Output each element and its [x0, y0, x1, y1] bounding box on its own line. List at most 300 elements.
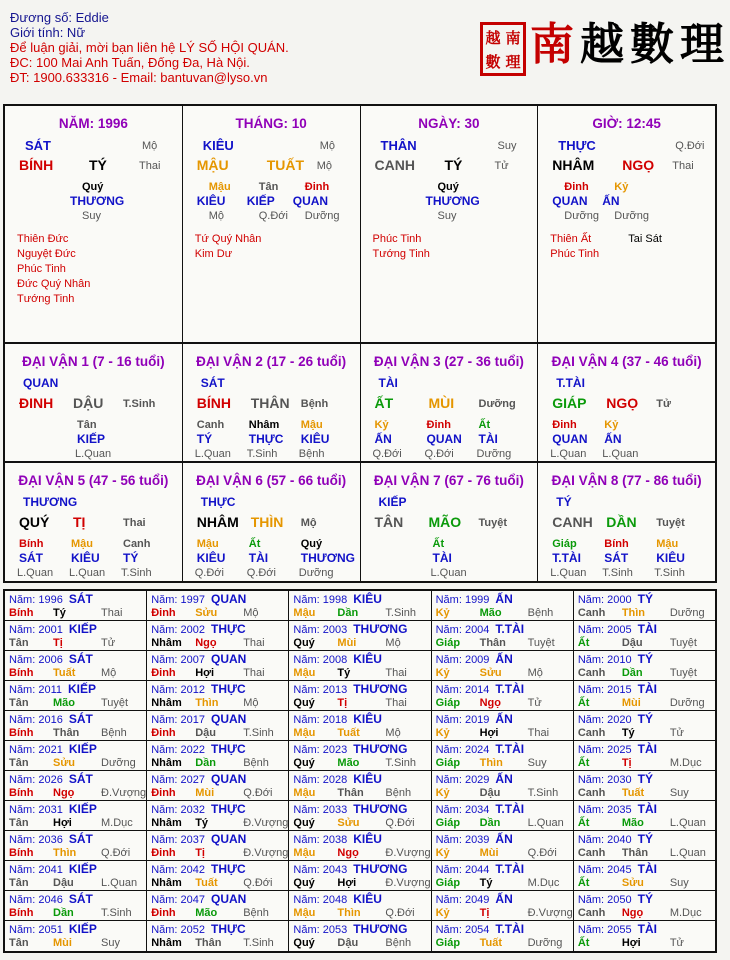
daivan-hidden-can: Ất	[248, 538, 261, 550]
year-god: THỰC	[211, 862, 246, 876]
pillar-god-stage: Suy	[497, 140, 517, 152]
pillar-god: THÂN	[380, 138, 417, 153]
year-chi: Thìn	[621, 607, 646, 619]
pillar-god: KIÊU	[202, 138, 234, 153]
pillar-god-stage: Mộ	[142, 140, 158, 152]
year-cell	[147, 891, 289, 920]
year-pillar	[151, 637, 287, 650]
year-can: Mậu	[293, 907, 316, 919]
year-can: Ất	[577, 637, 590, 649]
year-label: Năm: 2033	[293, 804, 348, 816]
year-can: Tân	[9, 757, 29, 769]
year-stage: Bệnh	[101, 727, 127, 739]
daivan-hidden-can: Canh	[196, 419, 225, 431]
year-head	[436, 683, 524, 697]
pillar-god-stage: Mộ	[319, 140, 336, 152]
year-chi: Thân	[195, 937, 222, 949]
year-head	[293, 893, 381, 907]
daivan-hidden-can: Mậu	[656, 538, 679, 550]
year-label: Năm: 2009	[435, 654, 490, 666]
year-chi: Ngọ	[621, 907, 644, 919]
year-can: Mậu	[293, 667, 316, 679]
year-chi: Tị	[195, 847, 205, 859]
daivan-title: ĐẠI VẬN 2 (17 - 26 tuổi)	[196, 354, 347, 369]
chart-grid	[3, 104, 717, 583]
daivan-can: ẤT	[374, 395, 394, 411]
year-pillar	[436, 727, 572, 740]
year-pillar	[436, 787, 572, 800]
year-cell	[432, 681, 574, 710]
year-head	[436, 653, 513, 667]
year-stage: Bệnh	[385, 937, 412, 949]
year-god: TÝ	[637, 712, 653, 726]
year-label: Năm: 2045	[577, 864, 632, 876]
year-head	[436, 623, 524, 637]
year-label: Năm: 2020	[577, 714, 632, 726]
year-pillar	[578, 667, 714, 680]
year-cell	[289, 801, 431, 830]
year-god: ẤN	[495, 832, 513, 846]
year-head	[151, 833, 246, 847]
year-head	[293, 593, 381, 607]
year-chi: Tý	[195, 817, 209, 829]
year-head	[151, 773, 246, 787]
year-god: TÀI	[637, 862, 657, 876]
daivan-god: THƯƠNG	[23, 495, 78, 509]
daivan-hidden-can: Ất	[432, 538, 445, 550]
year-can: Nhâm	[151, 637, 182, 649]
year-god: TÀI	[637, 922, 657, 936]
year-head	[9, 743, 97, 757]
year-can: Nhâm	[151, 937, 182, 949]
year-head	[293, 623, 407, 637]
year-head	[293, 653, 381, 667]
year-god: KIÊU	[353, 712, 382, 726]
daivan-chi: DẦN	[606, 514, 637, 530]
year-can: Bính	[9, 667, 34, 679]
daivan-hidden-stage: L.Quan	[602, 448, 639, 460]
hidden-stage: Dưỡng	[614, 210, 650, 222]
year-chi: Thìn	[195, 697, 219, 709]
year-chi: Dần	[53, 907, 74, 919]
year-can: Giáp	[435, 877, 461, 889]
year-cell	[289, 711, 431, 740]
year-cell	[574, 621, 715, 650]
daivan-hidden-can: Tân	[77, 419, 97, 431]
year-cell	[432, 711, 574, 740]
year-row	[5, 741, 715, 771]
year-label: Năm: 2050	[577, 894, 632, 906]
year-can: Canh	[577, 847, 606, 859]
year-stage: T.Sinh	[243, 727, 274, 739]
daivan-hidden-can: Canh	[123, 538, 151, 550]
year-can: Đinh	[151, 727, 176, 739]
daivan-hidden-god: KIẾP	[77, 432, 106, 446]
year-cell	[432, 921, 574, 951]
daivan-hidden-can: Ất	[478, 419, 491, 431]
year-head	[578, 923, 657, 937]
year-pillar	[578, 937, 714, 950]
year-cell	[432, 771, 574, 800]
year-cell	[289, 651, 431, 680]
year-can: Mậu	[293, 847, 316, 859]
year-label: Năm: 2024	[435, 744, 490, 756]
year-god: THỰC	[211, 622, 246, 636]
year-god: KIẾP	[68, 862, 97, 876]
year-row	[5, 651, 715, 681]
year-god: THƯƠNG	[353, 742, 408, 756]
year-pillar	[151, 757, 287, 770]
year-label: Năm: 2025	[577, 744, 632, 756]
year-chi: Mùi	[479, 847, 499, 859]
year-pillar	[578, 847, 714, 860]
year-pillar	[293, 667, 429, 680]
star-item: Phúc Tinh	[550, 248, 600, 260]
daivan-hidden-god: THƯƠNG	[300, 551, 355, 565]
year-chi: Tý	[621, 727, 635, 739]
year-label: Năm: 2027	[151, 774, 206, 786]
hidden-stage: Dưỡng	[564, 210, 600, 222]
year-can: Đinh	[151, 847, 176, 859]
year-pillar	[578, 817, 714, 830]
year-label: Năm: 2055	[577, 924, 632, 936]
pillar-can: NHÂM	[552, 157, 595, 173]
year-pillar	[436, 637, 572, 650]
year-head	[151, 653, 246, 667]
pillar-god: THỰC	[558, 138, 596, 153]
pillar-can: BÍNH	[19, 157, 54, 173]
daivan-hidden-stage: T.Sinh	[121, 567, 152, 579]
year-label: Năm: 2053	[293, 924, 348, 936]
year-head	[9, 803, 97, 817]
year-god: QUAN	[211, 592, 247, 606]
year-can: Giáp	[435, 937, 461, 949]
year-pillar	[151, 937, 287, 950]
year-head	[151, 623, 245, 637]
year-stage: Đ.Vượng	[101, 787, 147, 799]
year-god: THƯƠNG	[353, 682, 408, 696]
year-can: Bính	[9, 607, 34, 619]
year-cell	[574, 771, 715, 800]
daivan-row-2	[5, 463, 715, 581]
daivan-4	[538, 344, 715, 461]
daivan-hidden-can: Mậu	[196, 538, 219, 550]
year-stage: Tử	[669, 937, 684, 949]
year-pillar	[9, 817, 145, 830]
year-head	[578, 863, 657, 877]
year-cell	[574, 921, 715, 951]
year-label: Năm: 1996	[9, 594, 63, 606]
year-row	[5, 861, 715, 891]
year-stage: L.Quan	[669, 847, 706, 859]
year-pillar	[293, 877, 429, 890]
year-god: THƯƠNG	[353, 862, 408, 876]
year-pillar	[9, 757, 145, 770]
year-stage: Thai	[101, 607, 123, 619]
year-god: THƯƠNG	[353, 922, 408, 936]
year-god: ẤN	[495, 592, 513, 606]
year-chi: Thân	[479, 637, 506, 649]
red-seal-icon: 越 南 數 理	[480, 22, 526, 76]
year-chi: Mùi	[337, 637, 357, 649]
year-god: SÁT	[68, 892, 93, 906]
year-head	[578, 803, 657, 817]
year-head	[9, 713, 93, 727]
year-pillar	[9, 697, 145, 710]
year-pillar	[151, 847, 287, 860]
daivan-hidden-god: THỰC	[248, 432, 284, 446]
pillar-2	[361, 106, 539, 342]
year-chi: Dần	[337, 607, 359, 619]
daivan-god: THỰC	[200, 495, 236, 509]
year-can: Kỷ	[435, 847, 450, 859]
year-head	[151, 923, 245, 937]
daivan-title: ĐẠI VẬN 6 (57 - 66 tuổi)	[196, 473, 347, 488]
year-pillar	[293, 757, 429, 770]
year-can: Giáp	[435, 817, 461, 829]
year-stage: Dưỡng	[669, 607, 705, 619]
daivan-2	[183, 344, 361, 461]
year-cell	[574, 741, 715, 770]
year-chi: Dần	[621, 667, 643, 679]
year-stage: Bệnh	[243, 757, 269, 769]
year-label: Năm: 1999	[435, 594, 490, 606]
daivan-hidden-stage: L.Quan	[75, 448, 112, 460]
year-god: TÝ	[637, 832, 653, 846]
year-label: Năm: 2054	[435, 924, 490, 936]
year-chi: Dần	[195, 757, 216, 769]
daivan-hidden-god: KIÊU	[71, 551, 100, 565]
year-pillar	[293, 637, 429, 650]
year-can: Mậu	[293, 727, 316, 739]
year-pillar	[578, 607, 714, 620]
year-can: Canh	[577, 727, 606, 739]
year-stage: Q.Đới	[101, 847, 131, 859]
year-can: Nhâm	[151, 757, 182, 769]
year-label: Năm: 2043	[293, 864, 348, 876]
star-item: Thiên Ất	[550, 233, 592, 245]
year-row	[5, 591, 715, 621]
year-pillar	[578, 877, 714, 890]
year-chi: Thân	[621, 847, 649, 859]
year-label: Năm: 2026	[9, 774, 63, 786]
year-chi: Dậu	[53, 877, 74, 889]
daivan-hidden-stage: Bệnh	[298, 448, 325, 460]
year-stage: Q.Đới	[243, 877, 273, 889]
year-god: THƯƠNG	[353, 802, 408, 816]
year-cell	[289, 681, 431, 710]
year-head	[151, 683, 245, 697]
year-chi: Hợi	[195, 667, 215, 679]
year-cell	[432, 861, 574, 890]
year-god: ẤN	[495, 712, 513, 726]
year-god: T.TÀI	[495, 742, 525, 756]
year-label: Năm: 2015	[577, 684, 632, 696]
year-label: Năm: 2042	[151, 864, 206, 876]
year-pillar	[436, 667, 572, 680]
star-item-bad: Tai Sát	[628, 233, 662, 245]
year-chi: Thân	[53, 727, 80, 739]
year-can: Quý	[293, 877, 315, 889]
year-cell	[289, 771, 431, 800]
year-row	[5, 891, 715, 921]
year-label: Năm: 2005	[577, 624, 632, 636]
year-cell	[574, 681, 715, 710]
year-god: T.TÀI	[495, 922, 525, 936]
daivan-title: ĐẠI VẬN 7 (67 - 76 tuổi)	[373, 473, 524, 488]
year-label: Năm: 2008	[293, 654, 348, 666]
year-chi: Sửu	[479, 667, 502, 679]
pillar-chi-stage: Tử	[494, 160, 509, 172]
daivan-6	[183, 463, 361, 581]
year-label: Năm: 2021	[9, 744, 63, 756]
pillar-chi: TÝ	[444, 157, 463, 173]
hidden-can: Tân	[258, 181, 279, 193]
year-can: Mậu	[293, 787, 316, 799]
year-chi: Tuất	[53, 667, 76, 679]
daivan-hidden-god: TÀI	[248, 551, 269, 565]
star-item: Phúc Tinh	[17, 263, 66, 275]
year-pillar	[151, 667, 287, 680]
year-label: Năm: 2010	[577, 654, 632, 666]
year-label: Năm: 2000	[577, 594, 632, 606]
daivan-hidden-stage: Q.Đới	[194, 567, 224, 579]
daivan-hidden-stage: L.Quan	[550, 448, 587, 460]
pillar-title: NĂM: 1996	[58, 116, 128, 131]
daivan-stage: Mộ	[300, 517, 317, 529]
daivan-hidden-god: KIÊU	[656, 551, 685, 565]
year-chi: Dậu	[621, 637, 643, 649]
year-head	[436, 923, 524, 937]
daivan-title: ĐẠI VẬN 4 (37 - 46 tuổi)	[551, 354, 702, 369]
year-chi: Ngọ	[195, 637, 217, 649]
year-pillar	[151, 817, 287, 830]
logo	[478, 8, 730, 80]
year-can: Quý	[293, 817, 315, 829]
year-cell	[5, 771, 147, 800]
daivan-hidden-can: Đinh	[426, 419, 451, 431]
year-can: Nhâm	[151, 877, 182, 889]
daivan-hidden-can: Kỷ	[604, 419, 619, 431]
year-god: TÝ	[637, 592, 653, 606]
year-chi: Dậu	[479, 787, 501, 799]
year-head	[9, 773, 93, 787]
year-cell	[147, 801, 289, 830]
year-god: SÁT	[68, 832, 93, 846]
daivan-chi: THÌN	[250, 514, 284, 530]
year-cell	[5, 741, 147, 770]
year-head	[578, 713, 653, 727]
year-head	[293, 773, 381, 787]
year-pillar	[578, 727, 714, 740]
year-can: Đinh	[151, 607, 176, 619]
daivan-8	[538, 463, 715, 581]
year-row	[5, 831, 715, 861]
year-label: Năm: 2011	[9, 684, 62, 696]
year-pillar	[436, 817, 572, 830]
year-stage: Dưỡng	[527, 937, 563, 949]
year-god: ẤN	[495, 652, 513, 666]
year-chi: Tuất	[337, 727, 360, 739]
year-god: THỰC	[211, 682, 246, 696]
year-cell	[574, 861, 715, 890]
year-label: Năm: 2017	[151, 714, 206, 726]
year-cell	[289, 741, 431, 770]
year-chi: Hợi	[621, 937, 641, 949]
year-chi: Hợi	[479, 727, 499, 739]
year-stage: T.Sinh	[101, 907, 132, 919]
pillar-title: THÁNG: 10	[235, 116, 307, 131]
year-label: Năm: 2014	[435, 684, 490, 696]
daivan-hidden-stage: Q.Đới	[372, 448, 402, 460]
daivan-can: ĐINH	[19, 395, 54, 411]
year-pillar	[436, 847, 572, 860]
hidden-god: THƯƠNG	[425, 194, 480, 208]
year-label: Năm: 2016	[9, 714, 63, 726]
year-cell	[289, 891, 431, 920]
daivan-chi: TỊ	[73, 514, 86, 530]
year-can: Ất	[577, 937, 590, 949]
year-label: Năm: 2034	[435, 804, 490, 816]
year-stage: Suy	[527, 757, 547, 769]
daivan-hidden-god: QUAN	[552, 432, 588, 446]
year-god: TÀI	[637, 622, 657, 636]
year-stage: Dưỡng	[669, 697, 705, 709]
year-label: Năm: 2013	[293, 684, 348, 696]
year-cell	[147, 621, 289, 650]
hidden-god: QUAN	[292, 194, 329, 208]
year-pillar	[151, 607, 287, 620]
year-god: T.TÀI	[495, 862, 525, 876]
pillar-chi-stage: Thai	[672, 160, 694, 172]
year-can: Tân	[9, 817, 29, 829]
year-can: Canh	[577, 667, 606, 679]
year-stage: M.Dục	[669, 757, 702, 769]
year-head	[151, 893, 246, 907]
year-can: Kỷ	[435, 787, 450, 799]
year-can: Ất	[577, 877, 590, 889]
daivan-title: ĐẠI VẬN 3 (27 - 36 tuổi)	[373, 354, 524, 369]
year-stage: Đ.Vượng	[243, 817, 289, 829]
year-chi: Hợi	[53, 817, 72, 829]
year-pillar	[151, 697, 287, 710]
year-label: Năm: 2031	[9, 804, 63, 816]
year-chi: Ngọ	[479, 697, 501, 709]
year-chi: Tý	[479, 877, 493, 889]
hidden-god: KIẾP	[246, 194, 275, 208]
year-can: Quý	[293, 697, 315, 709]
year-can: Bính	[9, 727, 34, 739]
year-head	[293, 833, 381, 847]
year-cell	[289, 591, 431, 620]
year-label: Năm: 2022	[151, 744, 206, 756]
year-god: T.TÀI	[495, 682, 525, 696]
hidden-stage: Dưỡng	[304, 210, 340, 222]
year-can: Tân	[9, 697, 29, 709]
year-cell	[5, 681, 147, 710]
year-row	[5, 921, 715, 951]
year-pillar	[9, 727, 145, 740]
year-stage: L.Quan	[101, 877, 138, 889]
pillar-3	[538, 106, 715, 342]
year-cell	[289, 831, 431, 860]
daivan-hidden-god: TÝ	[123, 551, 139, 565]
year-stage: Mộ	[385, 727, 401, 739]
year-label: Năm: 2052	[151, 924, 206, 936]
daivan-can: BÍNH	[196, 395, 231, 411]
daivan-5	[5, 463, 183, 581]
year-can: Quý	[293, 757, 315, 769]
